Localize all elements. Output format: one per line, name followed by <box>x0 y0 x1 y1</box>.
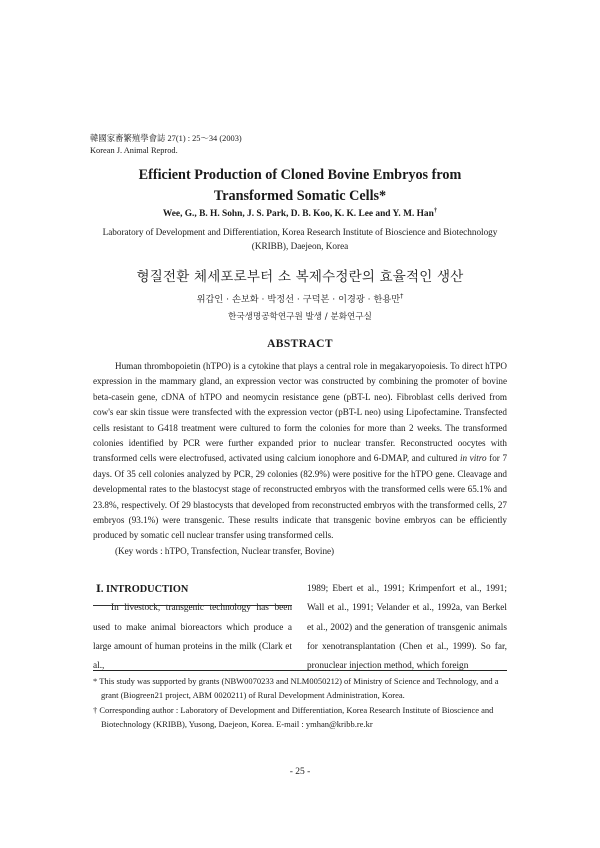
abstract-text-part1: Human thrombopoietin (hTPO) is a cytokine that plays a central role in megakaryopoiesis. To direct hTPO expression in the mammary gland, an expression vector was constructed by combining the promoter of bovine beta-casein gene, cDNA of hTPO and neomycin resistance gene (pBT-L neo). Fibroblast cells derived from cow's ear skin tissue were transfected with the expression vector (pBT-L neo) using Lipofectamine. Transfected cells resistant to G418 treatment were cultured to form the colonies for more than 2 weeks. The transformed colonies identified by PCR were further expanded prior to nuclear transfer. Reconstructed oocytes with transformed cells were electrofused, activated using calcium ionophore and 6-DMAP, and cultured <box>93 361 507 464</box>
korean-affiliation: 한국생명공학연구원 발생 / 분화연구실 <box>228 312 372 322</box>
right-column <box>307 580 507 676</box>
journal-citation-korean: 韓國家畜繁殖學會誌 27(1) : 25～34 (2003) <box>90 134 242 143</box>
affiliation <box>80 226 520 253</box>
abstract-text-part2: for 7 days. Of 35 cell colonies analyzed by PCR, 29 colonies (82.9%) were positive for the hTPO gene. Cleavage and developmental rates to the blastocyst stage of reconstructed embryos with the transformed cells were 65.1% and 23.8%, respectively. Of 29 blastocysts that developed from reconstructed embryos with the transformed cells, 27 embryos (93.1%) were transgenic. These results indicate that transgenic bovine embryos can be efficiently produced by somatic cell nuclear transfer using transformed cells. <box>93 453 508 541</box>
abstract-heading: ABSTRACT <box>267 338 333 350</box>
author-names: Wee, G., B. H. Sohn, J. S. Park, D. B. Koo, K. K. Lee and Y. M. Han <box>162 209 434 219</box>
journal-citation <box>90 133 242 156</box>
abstract-paragraph <box>93 359 507 544</box>
korean-author-names: 위갑인 · 손보화 · 박정선 · 구덕본 · 이경광 · 한용만 <box>196 294 401 305</box>
introduction-underline <box>93 605 292 606</box>
affiliation-line2: (KRIBB), Daejeon, Korea <box>251 240 349 251</box>
paper-title-line1: Efficient Production of Cloned Bovine Embryos from <box>138 167 462 183</box>
corresponding-mark: † <box>433 206 438 214</box>
page-number: - 25 - <box>289 767 311 777</box>
paper-title <box>0 165 600 207</box>
funding-footnote: * This study was supported by grants (NBW0070233 and NLM0050212) of Ministry of Science and Technology, and a grant (Biogreen21 project, ABM 0020211) of Rural Development Administration, Korea. <box>93 676 499 700</box>
paper-title-line2: Transformed Somatic Cells* <box>213 188 387 204</box>
korean-title: 형질전환 체세포로부터 소 복제수정란의 효율적인 생산 <box>136 269 464 285</box>
abstract-body <box>93 359 507 559</box>
introduction-left-text: In livestock, transgenic technology has been used to make animal bioreactors which produce a large amount of human proteins in the milk (Clark et al., <box>93 603 292 672</box>
left-column <box>93 580 292 676</box>
journal-citation-english: Korean J. Animal Reprod. <box>90 145 178 155</box>
author-list <box>0 206 600 219</box>
abstract-italic-term: in vitro <box>459 453 487 464</box>
korean-author-list <box>0 291 600 305</box>
affiliation-line1: Laboratory of Development and Differentiation, Korea Research Institute of Bioscience and Biotechnology <box>102 227 498 237</box>
footnotes <box>93 675 507 734</box>
introduction-heading: Ⅰ. INTRODUCTION <box>96 584 189 595</box>
footnote-divider <box>93 670 507 671</box>
korean-corresponding-mark: † <box>400 291 404 300</box>
introduction-right-text: 1989; Ebert et al., 1991; Krimpenfort et al., 1991; Wall et al., 1991; Velander et al., 1992a, van Berkel et al., 2002) and the generation of transgenic animals for xenotransplantation (Chen et al., 1999). So far, pronuclear injection method, which foreign <box>307 584 507 672</box>
keywords: (Key words : hTPO, Transfection, Nuclear transfer, Bovine) <box>115 545 335 556</box>
corresponding-author-footnote: † Corresponding author : Laboratory of Development and Differentiation, Korea Research Institute of Bioscience and Biotechnology (KRIBB), Yusong, Daejeon, Korea. E-mail : ymhan@kribb.re.kr <box>93 705 494 730</box>
